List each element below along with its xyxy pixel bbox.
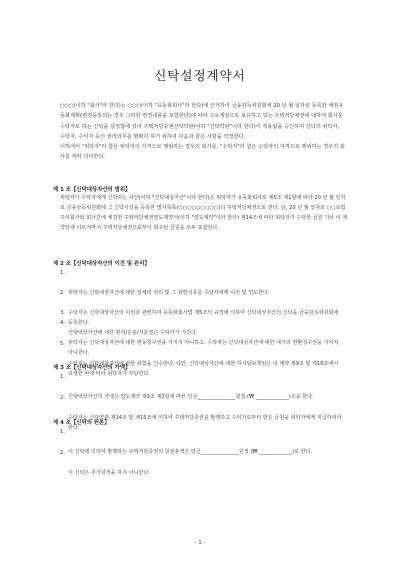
- article-2-heading: 제 2 조【신탁대상자산의 이전 및 관리】: [53, 261, 150, 267]
- article-4-item: [60, 448, 344, 478]
- item-text: 이 신탁은 추가설정을 하지 아니한다.: [68, 470, 150, 477]
- item-number: 1.: [60, 374, 65, 380]
- item-number: 1.: [60, 429, 65, 435]
- item-text: 수탁자는 신탁약관 제14조 및 제15조에 의하여 주택저당증권을 발행하고 수익자로부터 받은 금원을 위탁자에게 지급하여야 한다.: [68, 415, 342, 432]
- item-text: 신탁대상자산의 가액은 양도계약 제3조 제2항에 따른 일금_______________원정 (₩ _____________)으로 한다.: [68, 394, 314, 401]
- item-text: 이 신탁에 의하여 발행하는 주택저당증권의 원본총액은 일금_______________원정 (₩ _____________)로 한다.: [68, 449, 313, 456]
- item-number: 2.: [60, 290, 65, 296]
- item-number: 2.: [60, 395, 65, 401]
- page-number: - 1 -: [194, 540, 206, 546]
- item-number: 4.: [60, 320, 65, 326]
- item-text: 신탁대상자산에 대한 관리/운용/처분권은 수탁자가 가진다.: [68, 330, 198, 337]
- article-1-text: 위탁자가 수탁자에게 신탁하는 자산(이하 "신탁대상자산"이라 한다)은 위탁자가 유동화회사로 제5조 제1항에 따라 20 년 월 일자로 금융감독위원회에 그 신탁사실을 등록한 별지목록(○○○○○○○○○)의 주택저당채권으로 한다. 단, 20 년 월 일자로 ○○보험주식회사와 회사간에 체결된 주택저당채권양도계약서(이하 "양도계약"이라 한다) 제14조에 따라 위탁자가 수탁한 금원 기타 이 계약일에 이르기까지 주택저당채권으로부터 회수된 금원을 모두 포함한다.: [60, 195, 348, 232]
- document-title: 신탁설정계약서: [154, 68, 246, 83]
- item-text: 수탁자는 신탁대상자산에 관한 위험을 인수한다. 다만, 신탁대상자산에 대한 하자담보책임은 이 계약 제9조 및 제10조에서 규정한 바에 따라 위탁자가 부담한다.: [68, 361, 339, 378]
- item-number: 3.: [60, 310, 65, 316]
- item-number: 5.: [60, 341, 65, 347]
- article-1-heading: 제 1 조【신탁대상자산의 범위】: [53, 187, 131, 193]
- item-text: 위탁자는 신탁대상자산에 대한 일체의 권리 및 그 관련서류를 수탁자에게 이전 및 인도한다.: [68, 290, 270, 297]
- preamble-text: ○○○(이하 "회사"라 한다)는 ○○○(이하 "유동화회사"라 한다)에 근거하여 금융감독위원회에 20 년 월 일자로 등록한 채권유동화계획(변경등록되는 경우 그러한 변경내용을 포함한다)에 따라 고유계정으로 보유하고 있는 주택저당채권에 대하여 회사를 수탁자로 하는 신탁을 설정함에 있어 주택저당증권신탁약관(이하 "신탁약관"이라 한다)이 적용됨을 승인하며 신탁의 위탁자, 수탁자, 수익자 등의 권리의무를 명확히 하기 위하여 다음과 같은 사항을 약정한다. 이하에서 "위탁자"라 함은 위탁자의 자격으로 행위하는 경우의 회사를, "수탁자"라 함은 수탁자의 자격으로 행위하는 경우의 회사를 각각 의미한다.: [60, 103, 345, 161]
- article-3-heading: 제 3 조【신탁대상자산의 가액】: [53, 365, 131, 371]
- item-number: 2.: [60, 450, 65, 456]
- article-4-heading: 제 4 조【신탁의 원본】: [53, 420, 110, 426]
- item-text: 수탁자는 신탁대상자산의 이전과 관련하여 유동화회사법 제5조의 규정에 의하여 신탁대상자산의 신탁을 금융감독위원회에 등록한다.: [68, 310, 339, 327]
- item-number: 1.: [60, 270, 65, 276]
- item-text: 위탁자는 신탁대상자산에 대한 변동청구권을 가지지 아니하고, 수탁자는 신탁대상자산에 대한 대가의 반환청구권을 가지지 아니한다.: [68, 340, 339, 357]
